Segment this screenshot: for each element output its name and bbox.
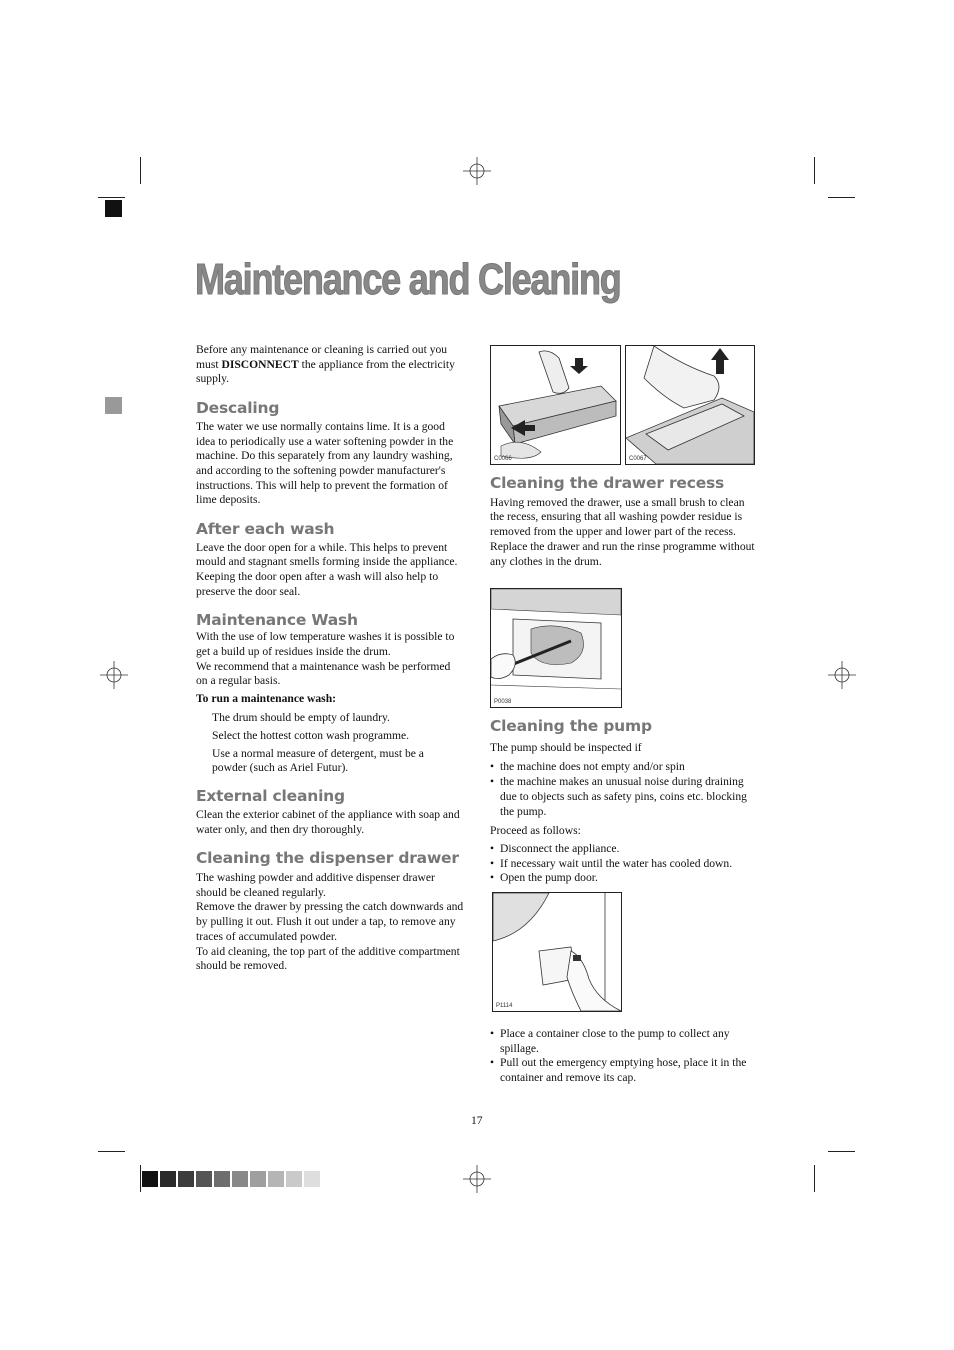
maintenance-wash-text: We recommend that a maintenance wash be performed on a regular basis. (196, 659, 451, 688)
recess-heading: Cleaning the drawer recess (490, 474, 725, 492)
after-wash-heading: After each wash (196, 520, 335, 539)
left-column (196, 343, 464, 974)
list-item: Use a normal measure of detergent, must be a powder (such as Ariel Futur). (212, 746, 424, 775)
drawer-lift-illustration (625, 345, 755, 465)
pump-door-illustration (492, 892, 622, 1012)
crop-mark (98, 1151, 125, 1152)
recess-brush-illustration (490, 588, 622, 708)
crop-mark (828, 1151, 855, 1152)
color-swatch (250, 1171, 266, 1187)
pump-intro: The pump should be inspected if (490, 740, 642, 754)
crop-mark (140, 157, 141, 184)
page-number: 17 (471, 1114, 483, 1127)
list-item: • Place a container close to the pump to collect any spillage. (490, 1027, 755, 1056)
list-item: • Open the pump door. (490, 871, 755, 886)
drawer-drawing-icon (491, 346, 620, 464)
intro-paragraph: Before any maintenance or cleaning is carried out you must DISCONNECT the appliance from the electricity supply. (196, 343, 455, 386)
registration-mark-icon (100, 661, 128, 689)
list-item: • If necessary wait until the water has cooled down. (490, 857, 755, 872)
pump-section (490, 719, 755, 886)
pump-steps-continued (490, 1027, 755, 1086)
drawer-removal-illustration (490, 345, 621, 465)
drawer-drawing-icon (626, 346, 754, 464)
after-wash-text: Leave the door open for a while. This helps to prevent mould and stagnant smells forming inside the appliance. Keeping the door open after a wash will also help to preserve the door seal. (196, 540, 458, 598)
image-code: C0066 (494, 456, 512, 462)
dispenser-text: Remove the drawer by pressing the catch downwards and by pulling it out. Flush it out under a tap, to remove any traces of accumulated powder. (196, 900, 464, 943)
maintenance-wash-text: With the use of low temperature washes it is possible to get a build up of residues inside the drum. (196, 630, 455, 658)
recess-text: Having removed the drawer, use a small brush to clean the recess, ensuring that all washing powder residue is removed from the upper and lower part of the recess. Replace the drawer and run the rinse programme without any clothes in the drum. (490, 495, 755, 568)
image-code: C0067 (629, 456, 647, 462)
crop-mark (98, 197, 125, 198)
color-swatch (304, 1171, 320, 1187)
crop-mark (814, 157, 815, 184)
pump-steps-list-2 (490, 1027, 755, 1086)
list-item: • Disconnect the appliance. (490, 842, 755, 857)
external-cleaning-text: Clean the exterior cabinet of the appliance with soap and water only, and then dry thoroughly. (196, 807, 460, 836)
external-cleaning-heading: External cleaning (196, 787, 345, 806)
dispenser-text: The washing powder and additive dispenser drawer should be cleaned regularly. (196, 870, 435, 899)
proceed-text: Proceed as follows: (490, 824, 581, 838)
crop-mark (140, 1165, 141, 1192)
page-title: Maintenance and Cleaning (195, 255, 621, 304)
list-item: • the machine makes an unusual noise during draining due to objects such as safety pins, coins etc. blocking the pump. (490, 775, 755, 819)
color-swatch (196, 1171, 212, 1187)
descaling-text: The water we use normally contains lime. It is a good idea to periodically use a water softening powder in the machine. Do this separately from any laundry washing, and according to the softening powder manufacturer's instructions. This will help to prevent the formation of lime deposits. (196, 419, 454, 507)
image-code: P0038 (494, 699, 512, 705)
maintenance-wash-heading: Maintenance Wash (196, 610, 358, 629)
color-swatch (214, 1171, 230, 1187)
color-swatch (178, 1171, 194, 1187)
descaling-heading: Descaling (196, 399, 280, 418)
image-code: P1114 (496, 1003, 513, 1009)
pump-door-drawing-icon (493, 893, 621, 1011)
recess-section (490, 476, 755, 569)
registration-mark-icon (463, 157, 491, 185)
side-marker (105, 397, 122, 414)
crop-mark (814, 1165, 815, 1192)
color-swatch (268, 1171, 284, 1187)
pump-steps-list (490, 842, 755, 886)
dispenser-text: To aid cleaning, the top part of the additive compartment should be removed. (196, 944, 460, 973)
registration-mark-icon (828, 661, 856, 689)
color-swatch (232, 1171, 248, 1187)
color-swatch (142, 1171, 158, 1187)
pump-heading: Cleaning the pump (490, 717, 652, 735)
list-item: • Pull out the emergency emptying hose, place it in the container and remove its cap. (490, 1056, 755, 1085)
pump-conditions-list (490, 760, 755, 819)
crop-mark (828, 197, 855, 198)
dispenser-heading: Cleaning the dispenser drawer (196, 849, 459, 868)
color-swatch (160, 1171, 176, 1187)
maintenance-steps (196, 711, 464, 776)
maintenance-wash-subheading: To run a maintenance wash: (196, 692, 337, 706)
brush-drawing-icon (491, 589, 621, 707)
list-item: • the machine does not empty and/or spin (490, 760, 755, 775)
corner-marker (105, 200, 122, 217)
list-item: The drum should be empty of laundry. (212, 710, 390, 724)
registration-mark-icon (463, 1165, 491, 1193)
color-swatch (286, 1171, 302, 1187)
list-item: Select the hottest cotton wash programme. (212, 728, 410, 742)
